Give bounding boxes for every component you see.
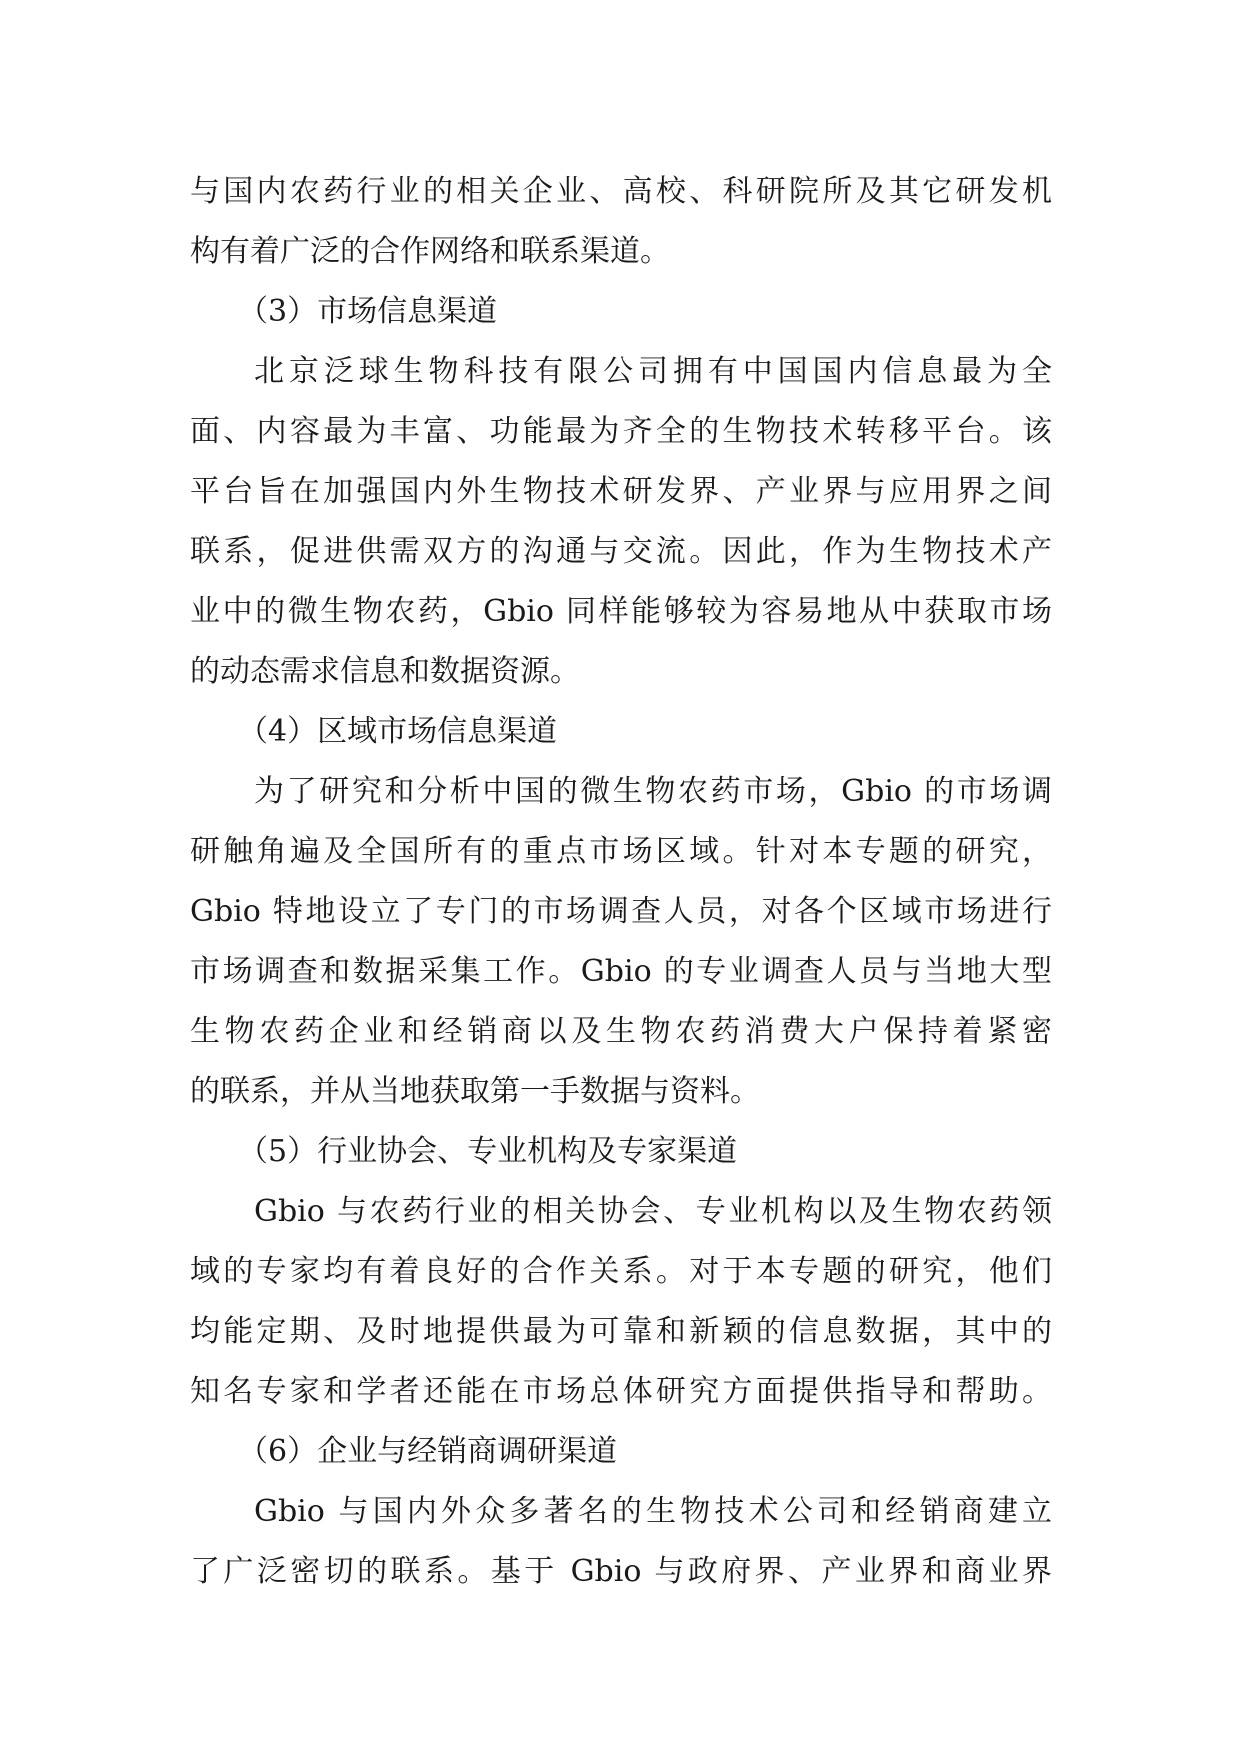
body-text-line: 平台旨在加强国内外生物技术研发界、产业界与应用界之间 [190, 474, 1052, 509]
section-heading: （3）市场信息渠道 [238, 294, 498, 329]
body-text-line: 联系，促进供需双方的沟通与交流。因此，作为生物技术产 [190, 534, 1052, 569]
section-heading: （5）行业协会、专业机构及专家渠道 [238, 1134, 738, 1169]
body-text-line: 了广泛密切的联系。基于 Gbio 与政府界、产业界和商业界 [190, 1554, 1052, 1589]
body-text-line: 生物农药企业和经销商以及生物农药消费大户保持着紧密 [190, 1014, 1052, 1049]
body-text-line: 市场调查和数据采集工作。Gbio 的专业调查人员与当地大型 [190, 954, 1052, 989]
paragraph-first-line: Gbio 与国内外众多著名的生物技术公司和经销商建立 [254, 1494, 1052, 1529]
body-text-line: 的联系，并从当地获取第一手数据与资料。 [190, 1074, 760, 1109]
paragraph-first-line: 北京泛球生物科技有限公司拥有中国国内信息最为全 [254, 354, 1052, 389]
body-text-line: 域的专家均有着良好的合作关系。对于本专题的研究，他们 [190, 1254, 1052, 1289]
section-heading: （6）企业与经销商调研渠道 [238, 1434, 618, 1469]
paragraph-first-line: 为了研究和分析中国的微生物农药市场，Gbio 的市场调 [254, 774, 1052, 809]
body-text-line: 研触角遍及全国所有的重点市场区域。针对本专题的研究， [190, 834, 1052, 869]
body-text-line: 的动态需求信息和数据资源。 [190, 654, 580, 689]
body-text-line: 知名专家和学者还能在市场总体研究方面提供指导和帮助。 [190, 1374, 1052, 1409]
body-text-line: 均能定期、及时地提供最为可靠和新颖的信息数据，其中的 [190, 1314, 1052, 1349]
paragraph-first-line: Gbio 与农药行业的相关协会、专业机构以及生物农药领 [254, 1194, 1052, 1229]
body-text-line: 面、内容最为丰富、功能最为齐全的生物技术转移平台。该 [190, 414, 1052, 449]
body-text-line: 业中的微生物农药，Gbio 同样能够较为容易地从中获取市场 [190, 594, 1052, 629]
body-text-line: 与国内农药行业的相关企业、高校、科研院所及其它研发机 [190, 174, 1052, 209]
body-text-line: Gbio 特地设立了专门的市场调查人员，对各个区域市场进行 [190, 894, 1052, 929]
body-text-line: 构有着广泛的合作网络和联系渠道。 [190, 234, 670, 269]
section-heading: （4）区域市场信息渠道 [238, 714, 558, 749]
